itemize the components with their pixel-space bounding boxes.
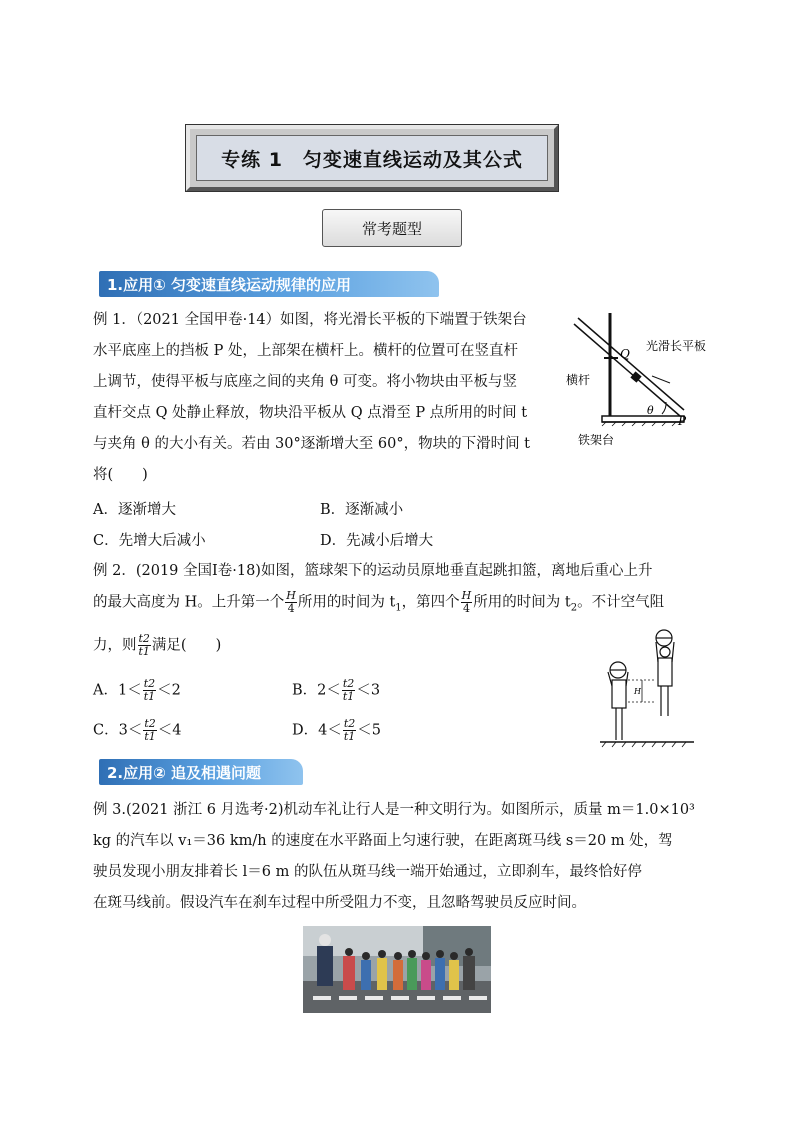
label-theta: θ	[647, 404, 654, 417]
frac-h-over-4-b	[461, 590, 473, 615]
opt-b-label: B．	[292, 682, 318, 699]
opt-a-den: t1	[143, 690, 156, 703]
opt-c-hi: 4	[172, 722, 182, 739]
label-board: 光滑长平板	[646, 339, 707, 353]
ex1-line-1: 例 1．（2021 全国甲卷·14）如图，将光滑长平板的下端置于铁架台	[93, 312, 527, 328]
opt-d-num: t2	[343, 717, 356, 730]
crosswalk-photo	[303, 926, 491, 1013]
subtitle-box: 常考题型	[322, 209, 462, 247]
opt-d-lo: 4	[318, 722, 328, 739]
opt-b-num: t2	[342, 677, 355, 690]
ex2-line-3a: 力，则	[93, 637, 137, 654]
ex1-line-2: 水平底座上的挡板 P 处，上部架在横杆上。横杆的位置可在竖直杆	[93, 343, 518, 359]
opt-a-frac	[143, 678, 156, 703]
ex2-option-b: B．2＜ $\frac{t2}{t1}$ ＜3	[292, 677, 381, 703]
opt-a-num: t2	[143, 677, 156, 690]
frac-den-4-b: 4	[462, 602, 470, 615]
opt-d-frac	[343, 718, 356, 743]
ex2-option-a: A．1＜ $\frac{t2}{t1}$ ＜2	[93, 677, 181, 703]
frac-num-h-b: H	[461, 589, 472, 602]
ex2-option-c: C．3＜ $\frac{t2}{t1}$ ＜4	[93, 717, 182, 743]
opt-c-frac	[143, 718, 156, 743]
opt-a-hi: 2	[171, 682, 181, 699]
frac-den-4: 4	[287, 602, 295, 615]
ex2-line-2: 的最大高度为 H。上升第一个 $\frac{H}{4}$ 所用的时间为 $t_1$，第四个 $\frac{H}{4}$ 所用的时间为 $t_2$。不计空气阻	[93, 589, 665, 615]
opt-b-den: t1	[342, 690, 355, 703]
ex1-option-b: B．逐渐减小	[320, 502, 404, 518]
ex3-line-3: 驶员发现小朋友排着长 l＝6 m 的队伍从斑马线一端开始通过，立即刹车，最终恰好停	[93, 864, 642, 880]
ex1-option-c: C．先增大后减小	[93, 533, 206, 549]
frac-num-t2: t2	[138, 632, 150, 645]
frac-den-t1: t1	[138, 645, 150, 658]
frac-num-h: H	[286, 589, 296, 602]
ex2-option-d: D．4＜ $\frac{t2}{t1}$ ＜5	[292, 717, 382, 743]
label-p: P	[678, 414, 687, 428]
ex2-line-2e: 。不计空气阻	[577, 594, 665, 611]
section-2-banner: 2.应用② 追及相遇问题	[99, 759, 303, 785]
ex2-line-3b: 满足( )	[151, 637, 222, 654]
ex3-line-4: 在斑马线前。假设汽车在刹车过程中所受阻力不变，且忽略驾驶员反应时间。	[93, 895, 586, 911]
ex2-line-2c: ，第四个	[401, 594, 460, 611]
frac-t2-over-t1	[138, 633, 151, 658]
opt-c-den: t1	[144, 730, 156, 743]
frac-h-over-4	[285, 590, 297, 615]
page-title: 专练 1 匀变速直线运动及其公式	[196, 135, 548, 181]
opt-d-hi: 5	[371, 722, 382, 739]
ex1-figure-incline	[562, 308, 712, 458]
opt-d-label: D．	[292, 722, 319, 739]
ex3-line-1: 例 3.(2021 浙江 6 月选考·2)机动车礼让行人是一种文明行为。如图所示，质量 m＝1.0×10³	[93, 802, 695, 818]
ex1-option-d: D．先减小后增大	[320, 533, 434, 549]
opt-d-den: t1	[343, 730, 356, 743]
opt-b-lo: 2	[317, 682, 327, 699]
section-1-banner: 1.应用① 匀变速直线运动规律的应用	[99, 271, 439, 297]
ex1-option-a: A．逐渐增大	[93, 502, 176, 518]
label-q: Q	[620, 347, 630, 361]
ex1-line-3: 上调节，使得平板与底座之间的夹角 θ 可变。将小物块由平板与竖	[93, 374, 517, 390]
label-h: H	[634, 687, 641, 696]
opt-c-num: t2	[144, 717, 156, 730]
ex2-line-1: 例 2．(2019 全国Ⅰ卷·18)如图，篮球架下的运动员原地垂直起跳扣篮，离地后重心上升	[93, 563, 653, 579]
opt-a-label: A．	[93, 682, 118, 699]
title-box	[186, 125, 558, 191]
crosswalk-photo-art	[303, 926, 491, 1013]
ex2-line-2d: 所用的时间为 t	[473, 594, 571, 611]
label-stand: 铁架台	[578, 433, 615, 447]
ex1-line-5: 与夹角 θ 的大小有关。若由 30°逐渐增大至 60°，物块的下滑时间 t	[93, 436, 531, 452]
opt-b-hi: 3	[370, 682, 381, 699]
opt-c-label: C．	[93, 722, 119, 739]
opt-b-frac	[342, 678, 355, 703]
ex2-line-2b: 所用的时间为 t	[297, 594, 396, 611]
opt-a-lo: 1	[117, 682, 128, 699]
label-bar: 横杆	[566, 373, 591, 387]
opt-c-lo: 3	[118, 722, 128, 739]
ex1-line-4: 直杆交点 Q 处静止释放，物块沿平板从 Q 点滑至 P 点所用的时间 t	[93, 405, 528, 421]
ex2-figure-jump	[598, 628, 698, 750]
ex2-line-3	[93, 633, 221, 658]
ex3-line-2: kg 的汽车以 v₁＝36 km/h 的速度在水平路面上匀速行驶，在距离斑马线 s＝20 m 处，驾	[93, 833, 673, 849]
ex2-line-2a: 的最大高度为 H。上升第一个	[93, 594, 285, 611]
ex1-line-6: 将( )	[93, 467, 148, 483]
